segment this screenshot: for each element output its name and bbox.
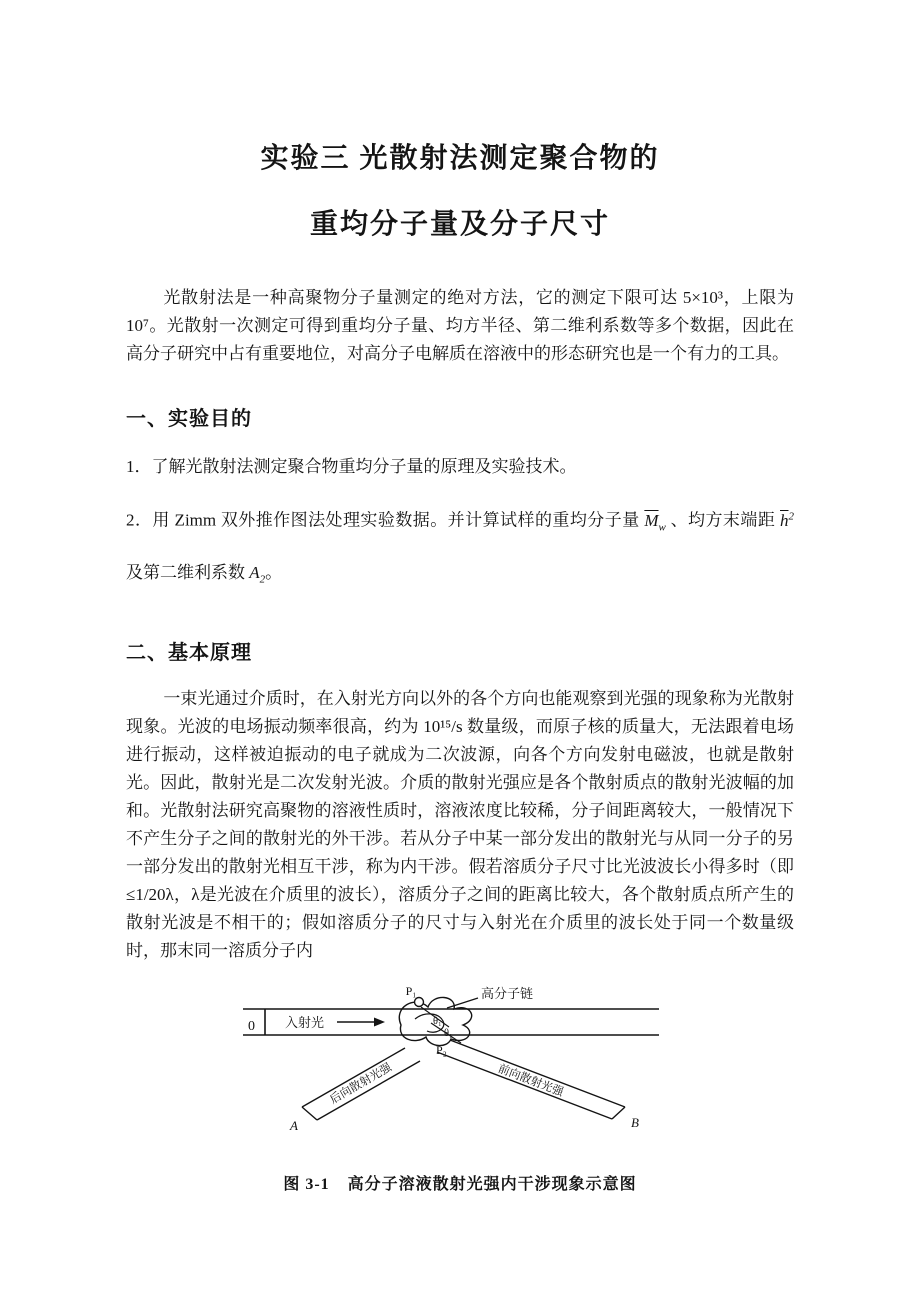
point-b-label: B: [631, 1115, 639, 1131]
objective-2-text-seg3: 及第二维利系数: [126, 563, 250, 583]
objective-2-text-pre: 2．用 Zimm 双外推作图法处理实验数据。并计算试样的重均分子量: [126, 510, 645, 530]
incident-light-label: 入射光: [285, 1015, 325, 1031]
scattering-diagram: [235, 985, 685, 1160]
theta1-label-a: θ₁: [433, 1016, 442, 1028]
principle-paragraph: 一束光通过介质时，在入射光方向以外的各个方向也能观察到光强的现象称为光散射现象。光波的电场振动频率很高，约为 10¹⁵/s 数量级，而原子核的质量大，无法跟着电场进行振动，这样被迫振动的电子就成为二次波源，向各个方向发射电磁波，也就是散射光。因此，散射光是二次发射光波。介质的散射光强应是各个散射质点的散射光波幅的加和。光散射法研究高聚物的溶液性质时，溶液浓度比较稀，分子间距离较大，一般情况下不产生分子之间的散射光的外干涉。若从分子中某一部分发出的散射光与从同一分子的另一部分发出的散射光相互干涉，称为内干涉。假若溶质分子尺寸比光波波长小得多时（即≤1/20λ，λ是光波在介质里的波长），溶质分子之间的距离比较大，各个散射质点所产生的散射光波是不相干的；假如溶质分子的尺寸与入射光在介质里的波长处于同一个数量级时，那末同一溶质分子内: [126, 689, 794, 961]
objective-item-1: 1．了解光散射法测定聚合物重均分子量的原理及实验技术。: [126, 457, 577, 476]
section-1-heading: 一、实验目的: [126, 408, 252, 430]
p2-label: P₂: [436, 1043, 447, 1058]
doc-title-line2: 重均分子量及分子尺寸: [309, 209, 610, 240]
incident-arrow-icon: [337, 1018, 385, 1027]
figure-caption: [126, 1171, 794, 1194]
section-2-heading: 二、基本原理: [126, 642, 252, 665]
polymer-chain-pointer: [447, 998, 478, 1008]
polymer-chain-label: 高分子链: [481, 986, 534, 1002]
origin-label: 0: [248, 1019, 255, 1035]
objective-item-2: [126, 493, 794, 602]
math-mw: $\overline{M}_w$: [644, 510, 666, 534]
p1-point: [415, 998, 424, 1007]
math-a2: $A_2$: [249, 563, 266, 586]
point-a-label: A: [290, 1118, 298, 1134]
forward-scatter-label: 前向散射光强: [496, 1063, 566, 1100]
theta1-label-b: θ₁: [444, 1028, 453, 1040]
objective-2-text-end: 。: [265, 563, 283, 583]
intro-paragraph: 光散射法是一种高聚物分子量测定的绝对方法，它的测定下限可达 5×10³，上限为 10⁷。光散射一次测定可得到重均分子量、均方半径、第二维利系数等多个数据，因此在高分子研究中占有重要地位，对高分子电解质在溶液中的形态研究也是一个有力的工具。: [126, 288, 794, 363]
objective-2-text-seg2: 、均方末端距: [665, 510, 780, 530]
figure-caption-number: 图 3-1: [283, 1176, 330, 1194]
backward-scatter-label: 后向散射光强: [328, 1061, 394, 1107]
figure-caption-text: 高分子溶液散射光强内干涉现象示意图: [347, 1176, 637, 1194]
doc-title-line1: 实验三 光散射法测定聚合物的: [260, 143, 660, 174]
p1-label: P₁: [405, 985, 417, 999]
figure-3-1: [126, 985, 794, 1194]
math-h2: $\overline{h}^2$: [780, 510, 794, 530]
